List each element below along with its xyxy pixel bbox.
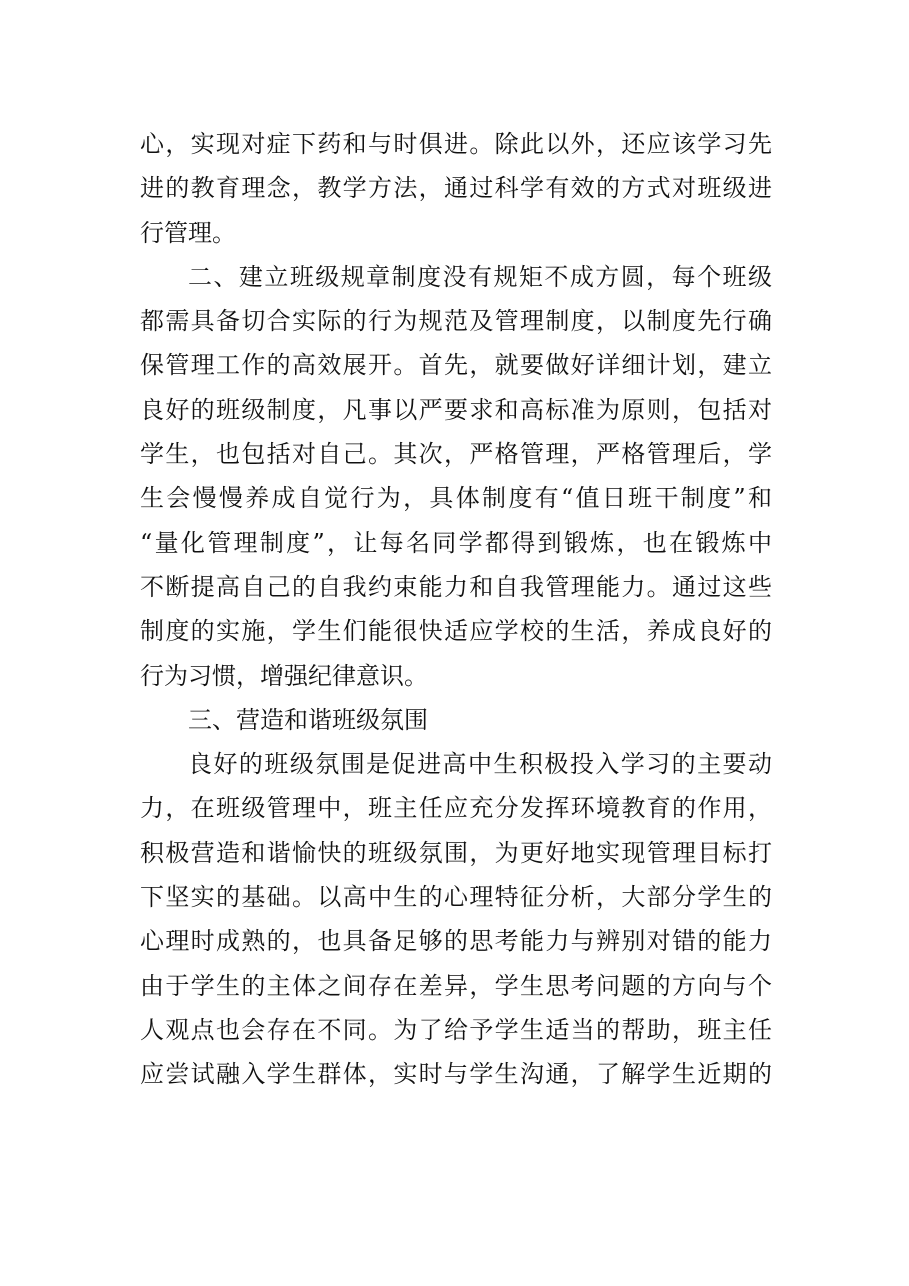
text-line-19: 心理时成熟的，也具备足够的思考能力与辨别对错的能力: [140, 927, 772, 956]
text-line-7: 良好的班级制度，凡事以严要求和高标准为原则，包括对: [140, 395, 772, 424]
text-line-21: 人观点也会存在不同。为了给予学生适当的帮助，班主任: [140, 1015, 772, 1044]
text-line-6: 保管理工作的高效展开。首先，就要做好详细计划，建立: [140, 351, 772, 380]
document-body: [140, 122, 772, 1097]
section-three-heading: 三、营造和谐班级氛围: [188, 705, 428, 734]
text-line-10: “量化管理制度”，让每名同学都得到锻炼，也在锻炼中: [140, 528, 772, 557]
text-line-8: 学生，也包括对自己。其次，严格管理，严格管理后，学: [140, 440, 772, 469]
text-line-9: 生会慢慢养成自觉行为，具体制度有“值日班干制度”和: [140, 484, 772, 513]
text-line-11: 不断提高自己的自我约束能力和自我管理能力。通过这些: [140, 572, 772, 601]
text-line-15: 良好的班级氛围是促进高中生积极投入学习的主要动: [188, 750, 772, 779]
text-line-13: 行为习惯，增强纪律意识。: [140, 661, 428, 690]
text-line-5: 都需具备切合实际的行为规范及管理制度，以制度先行确: [140, 307, 772, 336]
text-line-22: 应尝试融入学生群体，实时与学生沟通，了解学生近期的: [140, 1060, 772, 1089]
text-line-20: 由于学生的主体之间存在差异，学生思考问题的方向与个: [140, 971, 772, 1000]
text-line-17: 积极营造和谐愉快的班级氛围，为更好地实现管理目标打: [140, 838, 772, 867]
text-line-1: 心，实现对症下药和与时俱进。除此以外，还应该学习先: [140, 130, 772, 158]
text-line-3: 行管理。: [140, 218, 236, 247]
text-line-12: 制度的实施，学生们能很快适应学校的生活，养成良好的: [140, 617, 772, 646]
text-line-2: 进的教育理念，教学方法，通过科学有效的方式对班级进: [140, 174, 772, 203]
text-line-18: 下坚实的基础。以高中生的心理特征分析，大部分学生的: [140, 883, 772, 912]
text-line-16: 力，在班级管理中，班主任应充分发挥环境教育的作用，: [140, 794, 772, 823]
section-two-heading-line: 二、建立班级规章制度没有规矩不成方圆，每个班级: [188, 262, 772, 291]
